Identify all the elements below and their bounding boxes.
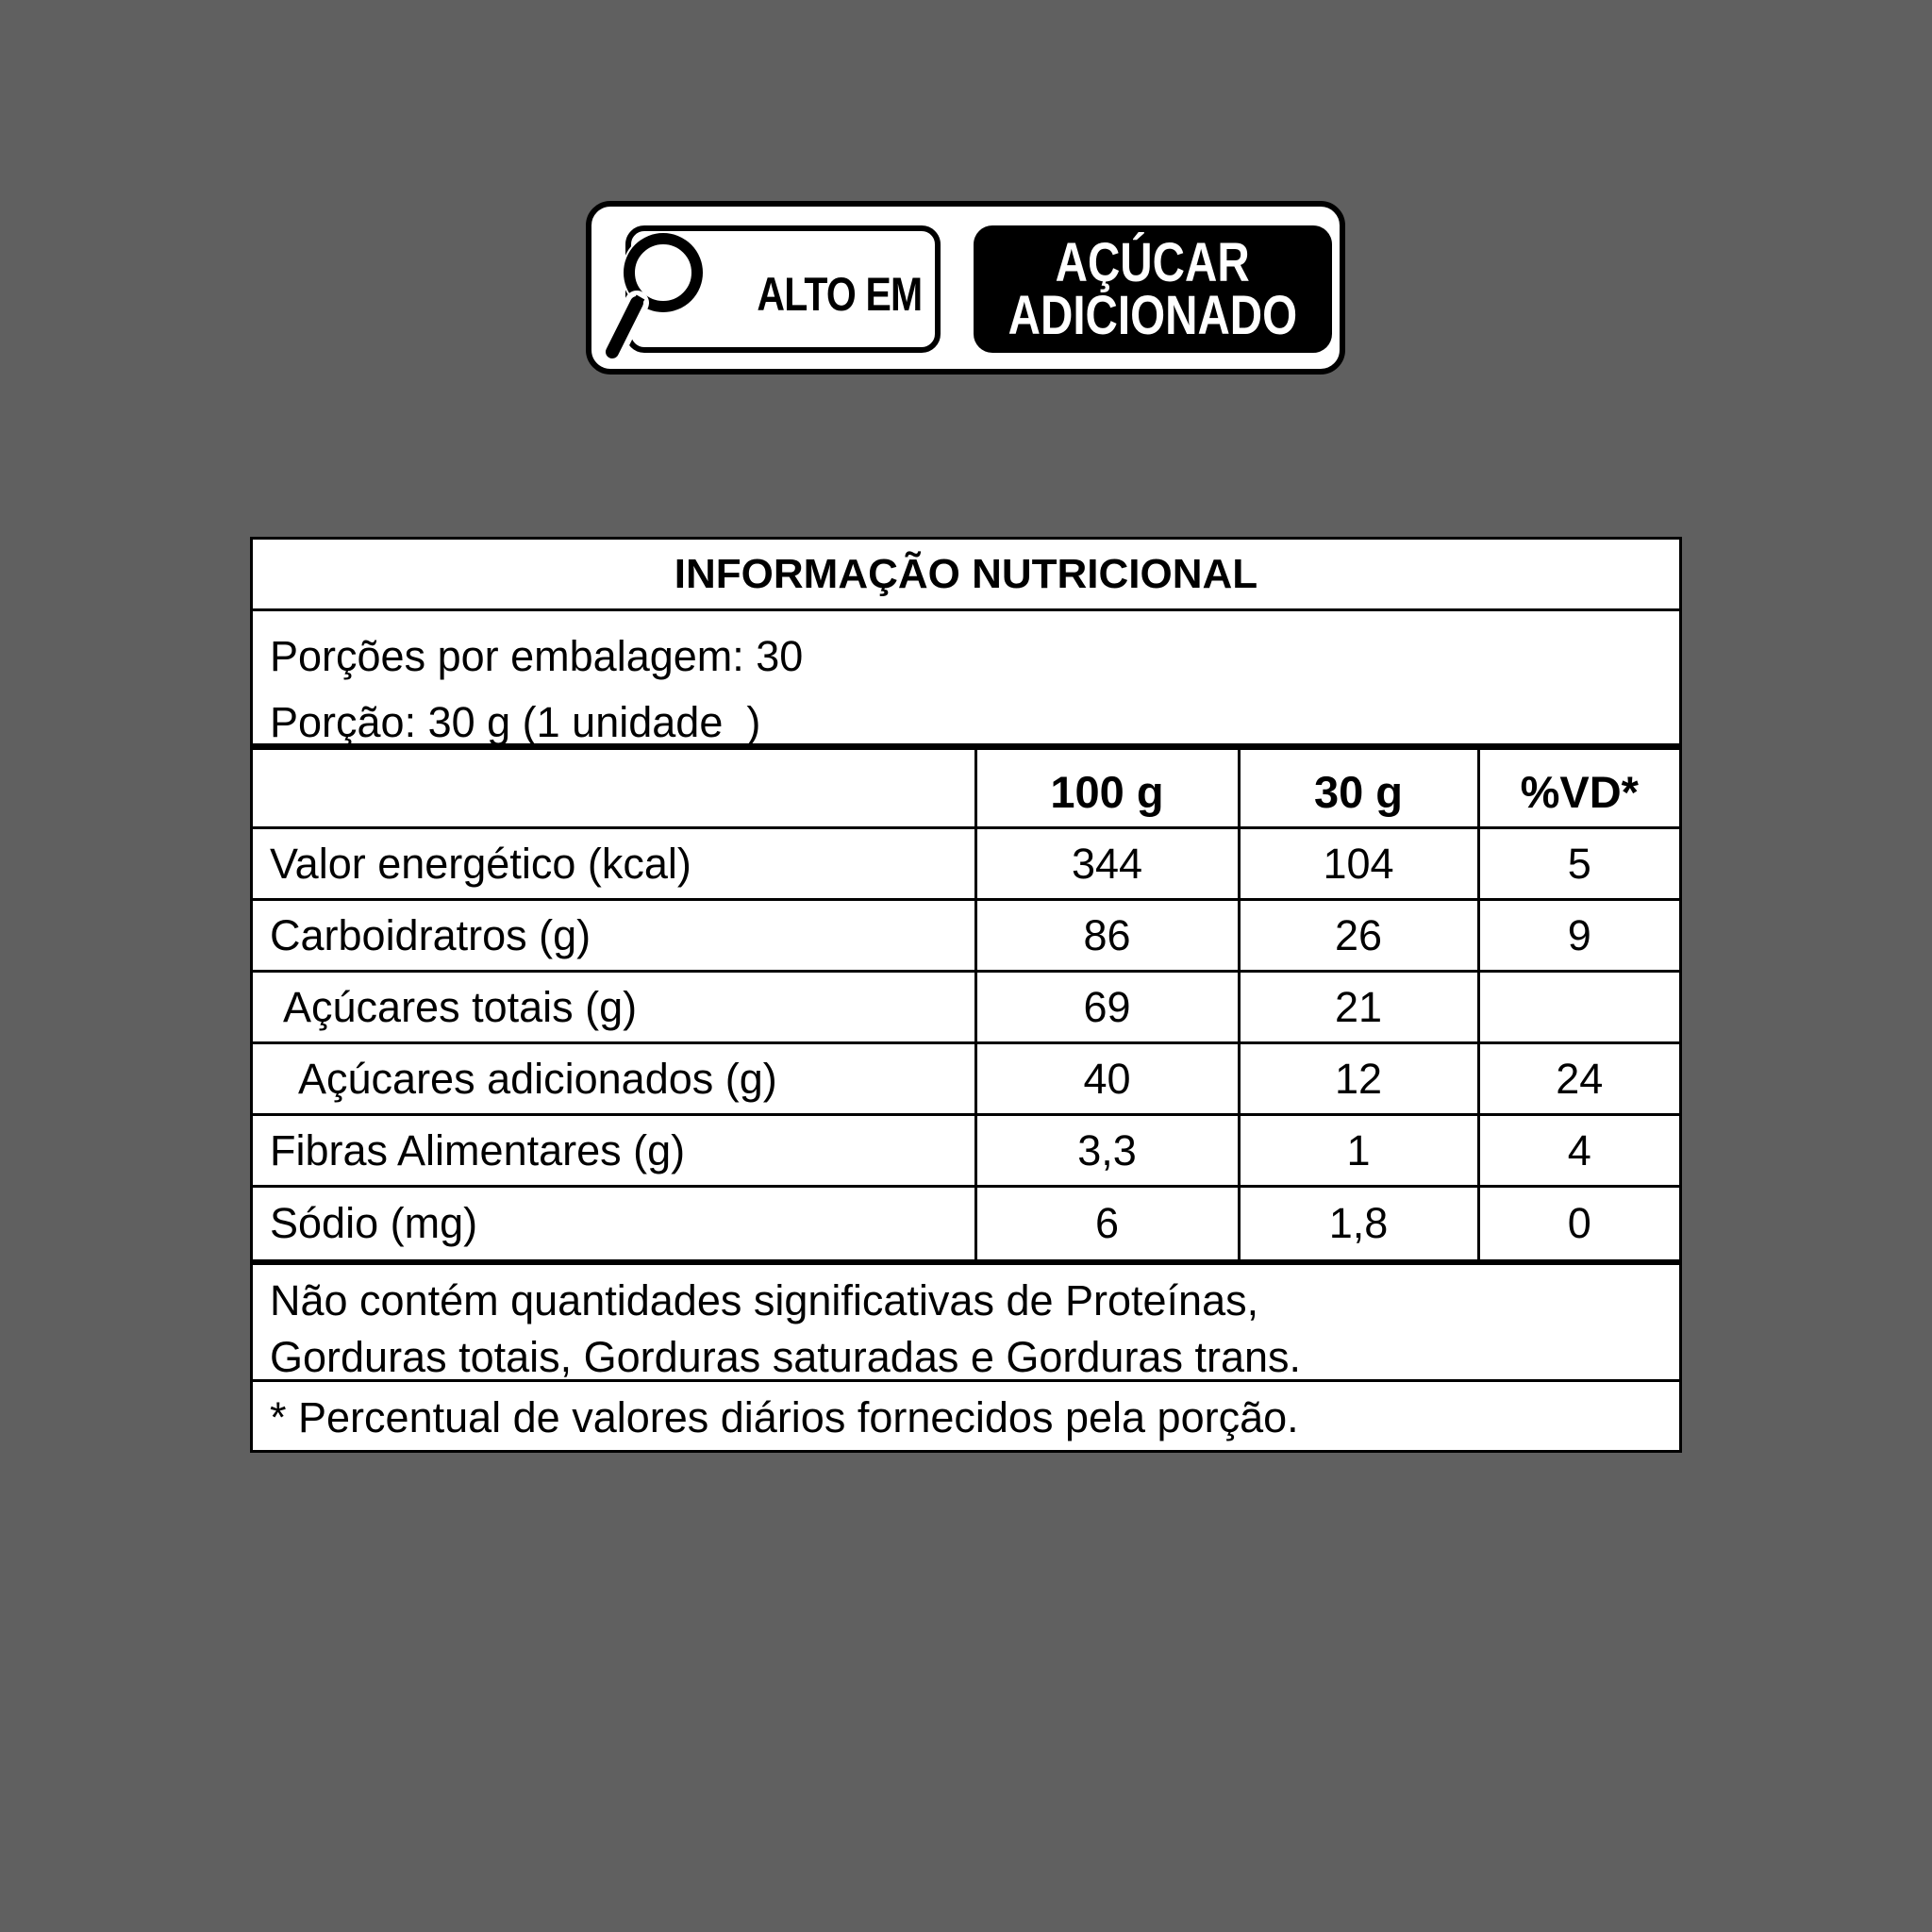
serving-info (253, 611, 1679, 750)
column-header-100g: 100 g (975, 750, 1239, 828)
value-vd: 4 (1478, 1115, 1679, 1187)
nutrient-label: Carboidratros (g) (253, 900, 975, 972)
column-header-nutrient (253, 750, 975, 828)
value-portion: 1,8 (1239, 1187, 1478, 1261)
value-100g: 6 (975, 1187, 1239, 1261)
magnifying-glass-icon (599, 224, 712, 365)
value-vd: 0 (1478, 1187, 1679, 1261)
note-line-2: Gorduras totais, Gorduras saturadas e Gorduras trans. (270, 1333, 1302, 1381)
value-vd: 24 (1478, 1043, 1679, 1115)
seal-acucar-label: AÇÚCAR (1055, 231, 1251, 293)
value-vd: 5 (1478, 828, 1679, 900)
header-row (253, 750, 1679, 828)
table-row (253, 1115, 1679, 1187)
table-row (253, 1043, 1679, 1115)
seal-alto-em-label: ALTO EM (757, 267, 922, 321)
table-row (253, 1187, 1679, 1261)
nutrient-label: Açúcares totais (g) (253, 972, 975, 1043)
value-100g: 69 (975, 972, 1239, 1043)
nutrient-label: Valor energético (kcal) (253, 828, 975, 900)
serving-size: Porção: 30 g (1 unidade ) (270, 698, 761, 746)
daily-value-footnote: * Percentual de valores diários fornecidos pela porção. (253, 1379, 1679, 1450)
value-vd: 9 (1478, 900, 1679, 972)
value-100g: 40 (975, 1043, 1239, 1115)
nutrition-facts-table (250, 537, 1682, 1453)
value-100g: 3,3 (975, 1115, 1239, 1187)
nutrient-grid (253, 750, 1679, 1262)
table-title: INFORMAÇÃO NUTRICIONAL (253, 540, 1679, 611)
servings-per-package: Porções por embalagem: 30 (270, 632, 804, 680)
table-row (253, 828, 1679, 900)
column-header-vd: %VD* (1478, 750, 1679, 828)
value-vd (1478, 972, 1679, 1043)
not-significant-note (253, 1262, 1679, 1379)
value-portion: 12 (1239, 1043, 1478, 1115)
note-line-1: Não contém quantidades significativas de Proteínas, (270, 1276, 1259, 1324)
nutrient-label: Açúcares adicionados (g) (253, 1043, 975, 1115)
value-portion: 104 (1239, 828, 1478, 900)
table-row (253, 900, 1679, 972)
value-100g: 86 (975, 900, 1239, 972)
high-added-sugar-warning-seal (586, 201, 1345, 375)
seal-adicionado-label: ADICIONADO (1008, 284, 1298, 346)
seal-added-sugar-box (974, 225, 1332, 353)
value-portion: 1 (1239, 1115, 1478, 1187)
nutrient-label: Sódio (mg) (253, 1187, 975, 1261)
value-100g: 344 (975, 828, 1239, 900)
value-portion: 26 (1239, 900, 1478, 972)
column-header-portion: 30 g (1239, 750, 1478, 828)
value-portion: 21 (1239, 972, 1478, 1043)
table-row (253, 972, 1679, 1043)
nutrient-label: Fibras Alimentares (g) (253, 1115, 975, 1187)
